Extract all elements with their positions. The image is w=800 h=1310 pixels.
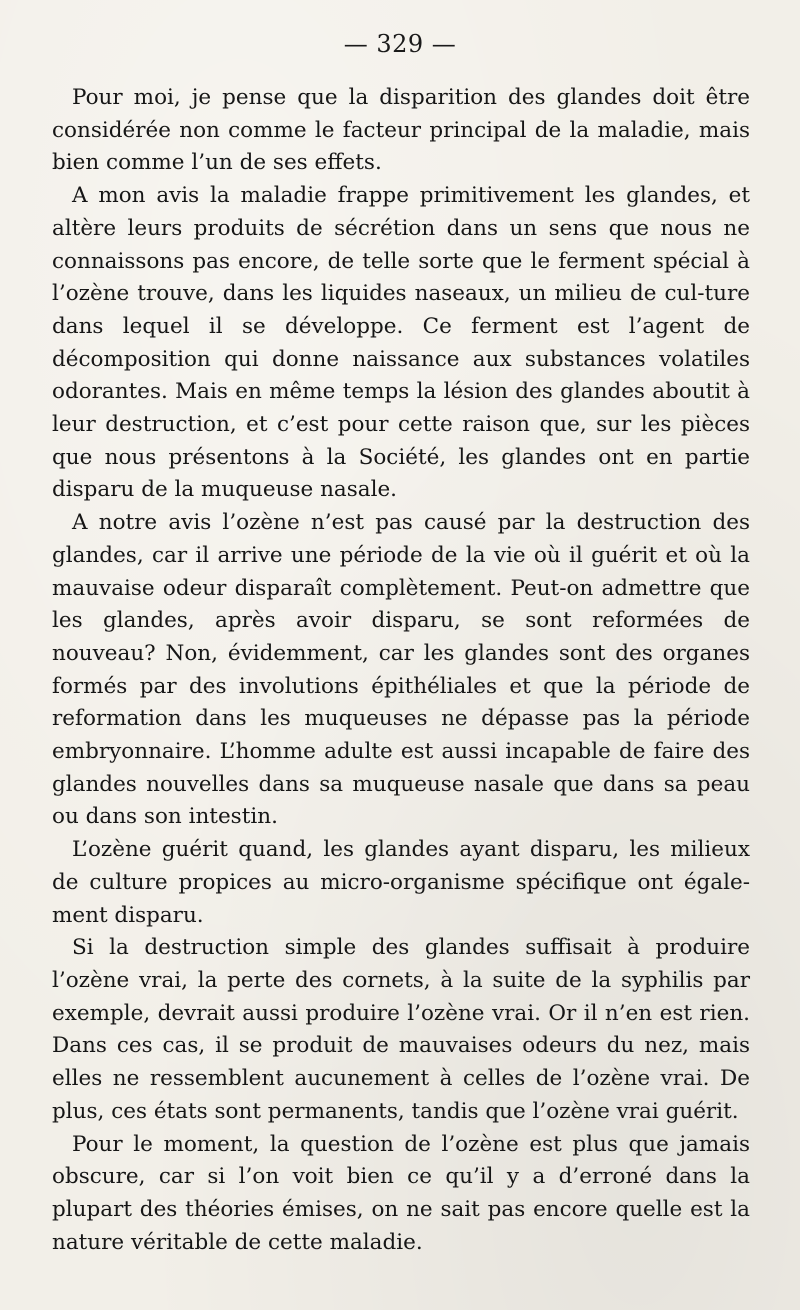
paragraph: Pour moi, je pense que la disparition des glandes doit être considérée non comme le facteur principal de la maladie, mais bien comme l’un de ses effets.: [52, 85, 750, 176]
paragraph: Si la destruction simple des glandes suffisait à produire l’ozène vrai, la perte des cornets, à la suite de la syphilis par exemple, devrait aussi produire l’ozène vrai. Or il n’en est rien. Dans ces cas, il se produit de mauvaises odeurs du nez, mais elles ne ressemblent aucunement à celles de l’ozène vrai. De plus, ces états sont permanents, tandis que l’ozène vrai guérit.: [52, 935, 750, 1124]
paragraph: A notre avis l’ozène n’est pas causé par la destruction des glandes, car il arrive une période de la vie où il guérit et où la mauvaise odeur disparaît complètement. Peut-on admettre que les glandes, après avoir disparu, se sont reformées de nouveau? Non, évidemment, car les glandes sont des organes formés par des involutions épithéliales et que la période de reformation dans les muqueuses ne dépasse pas la période embryonnaire. L’homme adulte est aussi incapable de faire des glandes nouvelles dans sa muqueuse nasale que dans sa peau ou dans son intestin.: [52, 510, 750, 830]
paragraph: A mon avis la maladie frappe primitivement les glandes, et altère leurs produits de sécrétion dans un sens que nous ne connaissons pas encore, de telle sorte que le ferment spécial à l’ozène trouve, dans les liquides naseaux, un milieu de cul-ture dans lequel il se développe. Ce ferment est l’agent de décomposition qui donne naissance aux substances volatiles odorantes. Mais en même temps la lésion des glandes aboutit à leur destruction, et c’est pour cette raison que, sur les pièces que nous présentons à la Société, les glandes ont en partie disparu de la muqueuse nasale.: [52, 183, 750, 503]
paragraph: L’ozène guérit quand, les glandes ayant disparu, les milieux de culture propices au micro-organisme spécifique ont égale-ment disparu.: [52, 837, 750, 928]
paragraph: Pour le moment, la question de l’ozène est plus que jamais obscure, car si l’on voit bien ce qu’il y a d’erroné dans la plupart des théories émises, on ne sait pas encore quelle est la nature véritable de cette maladie.: [52, 1131, 750, 1255]
body-text: [52, 82, 750, 1259]
page-number: — 329 —: [343, 30, 457, 58]
